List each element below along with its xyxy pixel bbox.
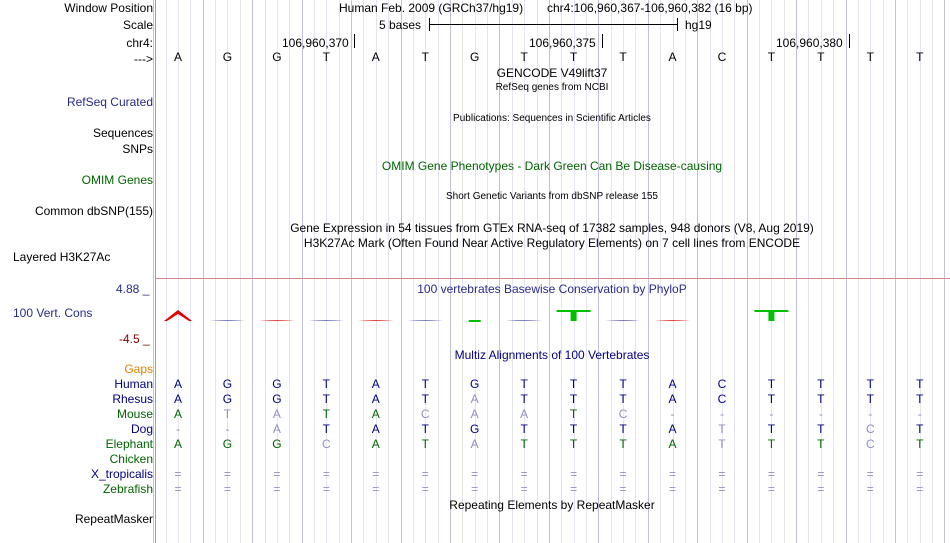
assembly-name: Human Feb. 2009 (GRCh37/hg19) (339, 1, 524, 15)
alignment-base: A (173, 407, 182, 421)
alignment-base: T (866, 392, 874, 406)
alignment-base: A (470, 407, 479, 421)
track-label-dbsnp[interactable]: Common dbSNP(155) (34, 204, 153, 218)
alignment-base: = (718, 482, 726, 496)
sequence-base: T (619, 50, 627, 64)
species-label[interactable]: Mouse (116, 407, 153, 421)
alignment-base: A (668, 422, 677, 436)
alignment-base: A (371, 407, 380, 421)
alignment-base: T (421, 392, 429, 406)
alignment-base: A (371, 392, 380, 406)
alignment-base: = (174, 482, 182, 496)
scale-db: hg19 (685, 18, 712, 32)
sequence-base: T (322, 50, 331, 64)
alignment-base: T (619, 392, 627, 406)
alignment-base: = (273, 467, 281, 481)
alignment-base: C (618, 407, 628, 421)
alignment-base: = (322, 482, 330, 496)
alignment-base: A (668, 377, 677, 391)
species-label[interactable]: Dog (130, 422, 153, 436)
alignment-base: = (619, 482, 627, 496)
alignment-base: G (222, 392, 233, 406)
alignment-base: T (619, 437, 627, 451)
alignment-base: = (520, 482, 528, 496)
alignment-base: = (817, 467, 825, 481)
alignment-base: G (222, 437, 233, 451)
alignment-base: G (272, 392, 282, 406)
sequence-base: C (717, 50, 727, 64)
alignment-base: A (520, 407, 529, 421)
track-label-gaps[interactable]: Gaps (124, 362, 153, 376)
alignment-base: - (719, 407, 724, 421)
alignment-base: = (421, 482, 429, 496)
alignment-base: T (223, 407, 232, 421)
alignment-base: = (570, 467, 578, 481)
alignment-base: C (717, 392, 727, 406)
alignment-base: C (865, 422, 875, 436)
track-desc-gencode[interactable]: GENCODE V49lift37 (496, 66, 608, 80)
label-strand: ---> (134, 52, 153, 66)
phylop-mark (358, 320, 394, 321)
alignment-base: T (421, 437, 429, 451)
sequence-base: G (470, 50, 480, 64)
alignment-base: T (569, 422, 578, 436)
track-label-sequences[interactable]: Sequences (92, 126, 153, 140)
alignment-base: T (322, 392, 331, 406)
alignment-base: = (372, 467, 380, 481)
alignment-base: = (668, 482, 676, 496)
alignment-base: C (865, 437, 875, 451)
alignment-base: = (916, 482, 924, 496)
track-label-cons[interactable]: 100 Vert. Cons (13, 306, 93, 320)
phylop-mark (259, 320, 295, 321)
alignment-base: = (767, 482, 775, 496)
sequence-base: T (866, 50, 874, 64)
alignment-base: T (569, 392, 578, 406)
alignment-base: T (916, 377, 924, 391)
alignment-base: T (520, 437, 528, 451)
phylop-mark (754, 310, 788, 321)
sequence-base: A (371, 50, 380, 64)
alignment-base: - (769, 407, 774, 421)
alignment-base: A (173, 392, 182, 406)
alignment-base: T (767, 392, 776, 406)
alignment-base: T (421, 422, 429, 436)
alignment-base: A (668, 392, 677, 406)
alignment-base: = (223, 467, 231, 481)
scale-text: 5 bases (379, 18, 422, 32)
position-text: chr4:106,960,367-106,960,382 (16 bp) (547, 1, 753, 15)
alignment-base: = (520, 467, 528, 481)
sequence-base: G (272, 50, 282, 64)
alignment-base: A (272, 407, 281, 421)
alignment-base: A (371, 437, 380, 451)
alignment-base: - (670, 407, 675, 421)
sequence-base: A (173, 50, 182, 64)
alignment-base: T (916, 437, 924, 451)
label-scale: Scale (122, 18, 153, 32)
alignment-base: T (866, 377, 874, 391)
alignment-base: C (420, 407, 430, 421)
alignment-base: T (322, 407, 331, 421)
track-desc-dbsnp: Short Genetic Variants from dbSNP release 155 (446, 191, 658, 202)
alignment-base: - (176, 422, 180, 436)
alignment-base: A (470, 392, 479, 406)
alignment-base: = (668, 467, 676, 481)
alignment-base: T (817, 392, 825, 406)
alignment-base: = (767, 467, 775, 481)
track-label-h3k27ac[interactable]: Layered H3K27Ac (13, 250, 111, 264)
alignment-base: G (470, 422, 480, 436)
alignment-base: T (569, 437, 578, 451)
alignment-base: T (817, 437, 825, 451)
phylop-ymax: 4.88 _ (116, 282, 150, 296)
phylop-mark (557, 310, 591, 321)
track-desc-refseq: RefSeq genes from NCBI (495, 82, 609, 93)
track-desc-h3k27ac: H3K27Ac Mark (Often Found Near Active Regulatory Elements) on 7 cell lines from ENCODE (303, 236, 801, 250)
alignment-base: = (866, 482, 874, 496)
track-desc-publications: Publications: Sequences in Scientific Articles (453, 113, 651, 124)
track-label-repeatmasker[interactable]: RepeatMasker (74, 512, 153, 526)
alignment-base: A (668, 437, 677, 451)
phylop-mark (469, 320, 481, 322)
species-label[interactable]: Chicken (109, 452, 153, 466)
sequence-base: T (817, 50, 825, 64)
track-desc-phylop: 100 vertebrates Basewise Conservation by PhyloP (417, 282, 687, 296)
alignment-base: = (322, 467, 330, 481)
alignment-base: = (174, 467, 182, 481)
alignment-base: T (767, 422, 776, 436)
alignment-base: G (470, 377, 480, 391)
alignment-base: T (569, 407, 578, 421)
alignment-base: = (718, 467, 726, 481)
alignment-base: = (471, 482, 479, 496)
alignment-base: = (866, 467, 874, 481)
sequence-base: T (569, 50, 578, 64)
alignment-base: = (273, 482, 281, 496)
alignment-base: = (570, 482, 578, 496)
phylop-mark (605, 320, 641, 321)
alignment-base: C (322, 437, 331, 451)
alignment-base: T (569, 377, 578, 391)
phylop-mark (308, 320, 344, 321)
alignment-base: C (717, 377, 727, 391)
species-label[interactable]: Elephant (105, 437, 153, 451)
alignment-base: = (421, 467, 429, 481)
ruler-label: 106,960,370 (282, 36, 349, 50)
track-label-refseq[interactable]: RefSeq Curated (66, 95, 153, 109)
sequence-base: A (668, 50, 677, 64)
alignment-base: A (272, 422, 281, 436)
alignment-base: T (619, 422, 627, 436)
alignment-base: A (173, 437, 182, 451)
alignment-base: T (916, 422, 924, 436)
species-label[interactable]: X_tropicalis (90, 467, 153, 481)
alignment-base: = (619, 467, 627, 481)
track-label-snps[interactable]: SNPs (122, 142, 153, 156)
phylop-ymin: -4.5 _ (119, 332, 150, 346)
sequence-base: T (767, 50, 776, 64)
species-label[interactable]: Human (114, 377, 153, 391)
sequence-base: G (222, 50, 233, 64)
alignment-base: - (225, 422, 230, 436)
track-desc-omim: OMIM Gene Phenotypes - Dark Green Can Be Disease-causing (381, 159, 723, 173)
alignment-base: T (916, 392, 924, 406)
track-desc-repeatmasker: Repeating Elements by RepeatMasker (449, 498, 655, 512)
sequence-base: T (421, 50, 429, 64)
phylop-mark (506, 320, 542, 321)
alignment-base: A (173, 377, 182, 391)
alignment-base: T (421, 377, 429, 391)
alignment-base: - (917, 407, 922, 421)
phylop-mark (164, 310, 192, 321)
sequence-base: T (916, 50, 924, 64)
species-label[interactable]: Zebrafish (102, 482, 153, 496)
alignment-base: G (272, 437, 282, 451)
phylop-mark (407, 320, 443, 321)
alignment-base: T (718, 437, 726, 451)
label-window-position: Window Position (64, 1, 153, 15)
label-chrom: chr4: (126, 36, 153, 50)
alignment-base: T (767, 437, 776, 451)
alignment-base: T (520, 422, 528, 436)
alignment-base: T (322, 377, 331, 391)
track-label-omim[interactable]: OMIM Genes (81, 173, 153, 187)
alignment-base: = (471, 467, 479, 481)
species-label[interactable]: Rhesus (112, 392, 153, 406)
alignment-base: A (371, 377, 380, 391)
alignment-base: T (520, 392, 528, 406)
alignment-base: T (767, 377, 776, 391)
alignment-base: T (619, 377, 627, 391)
alignment-base: = (817, 482, 825, 496)
alignment-base: = (372, 482, 380, 496)
alignment-base: T (718, 422, 726, 436)
sequence-base: T (520, 50, 528, 64)
phylop-mark (209, 320, 245, 321)
alignment-base: A (470, 437, 479, 451)
ruler-label: 106,960,375 (529, 36, 596, 50)
alignment-base: T (817, 422, 825, 436)
phylop-mark (655, 320, 691, 321)
alignment-base: G (222, 377, 233, 391)
alignment-base: A (371, 422, 380, 436)
alignment-base: = (916, 467, 924, 481)
track-desc-gtex: Gene Expression in 54 tissues from GTEx RNA-seq of 17382 samples, 948 donors (V8, Aug 2019) (290, 221, 814, 235)
alignment-base: T (817, 377, 825, 391)
alignment-base: - (868, 407, 873, 421)
track-desc-multiz: Multiz Alignments of 100 Vertebrates (454, 348, 650, 362)
alignment-base: - (818, 407, 823, 421)
alignment-base: T (520, 377, 528, 391)
alignment-base: G (272, 377, 282, 391)
alignment-base: = (223, 482, 231, 496)
ruler-label: 106,960,380 (776, 36, 843, 50)
alignment-base: T (322, 422, 331, 436)
